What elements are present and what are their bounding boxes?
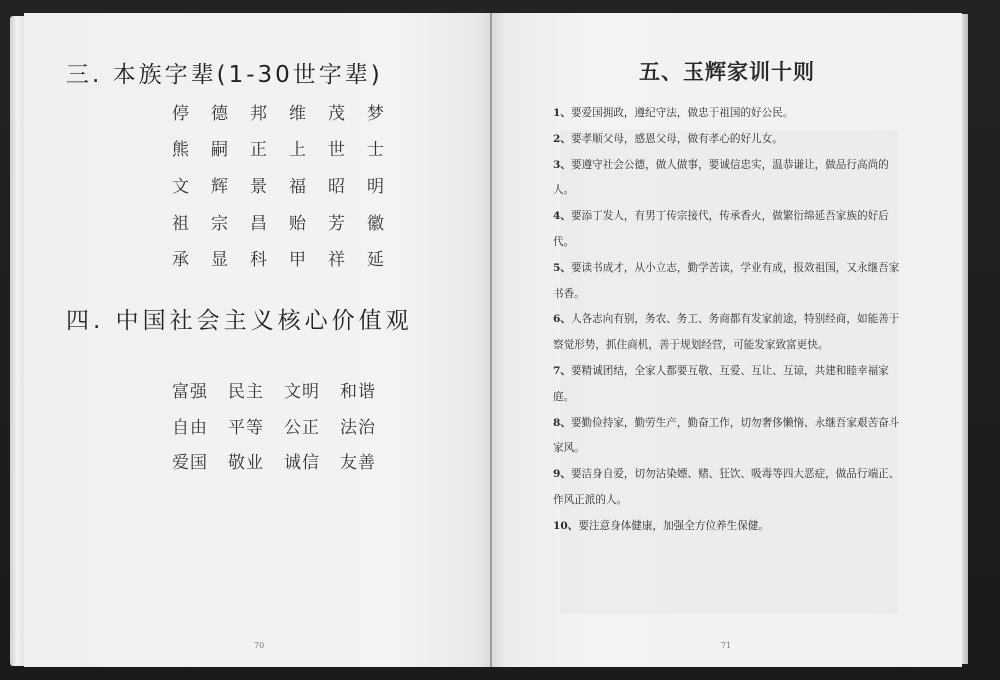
rule-text: 要遵守社会公德，做人做事，要诚信忠实，温恭谦让，做品行高尚的人。 (553, 158, 889, 197)
rule-text: 要洁身自爱，切勿沾染嫖、赌、狂饮、吸毒等四大恶症，做品行端正、作风正派的人。 (553, 468, 900, 506)
rule-number: 3、 (553, 158, 571, 171)
generation-char: 辉 (211, 176, 228, 197)
generation-char: 嗣 (211, 140, 228, 161)
generation-char: 科 (250, 250, 267, 271)
rule-text: 要读书成才，从小立志，勤学苦读，学业有成，报效祖国，又永继吾家书香。 (553, 261, 900, 300)
generation-row (172, 166, 406, 203)
generation-row (172, 130, 406, 167)
generation-char: 邦 (250, 103, 267, 124)
rule-item (553, 307, 903, 359)
generation-char: 昌 (250, 213, 267, 234)
core-value: 法治 (340, 417, 376, 438)
generation-char: 停 (172, 103, 189, 124)
rule-text: 人各志向有别，务农、务工、务商都有发家前途，特别经商，如能善于察觉形势，抓住商机，善于规划经营，可能发家致富更快。 (553, 313, 900, 352)
core-value: 爱国 (172, 453, 208, 474)
core-values-row (172, 408, 396, 444)
generation-char: 梦 (367, 103, 384, 124)
rule-item (553, 153, 903, 205)
core-value: 自由 (172, 417, 208, 438)
rule-item (553, 462, 903, 514)
rule-number: 7、 (553, 364, 571, 377)
core-value: 平等 (228, 417, 264, 438)
generation-char: 芳 (328, 213, 345, 234)
rule-text: 要孝顺父母，感恩父母，做有孝心的好儿女。 (570, 132, 783, 145)
rule-text: 要精诚团结，全家人都要互敬、互爱、互让、互谅，共建和睦幸福家庭。 (553, 364, 889, 403)
generation-char: 上 (289, 140, 306, 161)
generation-char: 福 (289, 176, 306, 197)
generation-row (172, 93, 406, 130)
generation-char: 延 (367, 250, 384, 271)
generation-char: 士 (367, 140, 384, 161)
core-value: 民主 (228, 382, 264, 403)
rule-item (553, 411, 903, 463)
page-number-left: 70 (254, 641, 265, 650)
rule-item (553, 514, 903, 540)
generation-char: 景 (250, 176, 267, 197)
core-value: 文明 (284, 382, 320, 403)
rule-number: 9、 (553, 468, 571, 481)
core-values-row (172, 443, 396, 479)
rule-item (553, 127, 903, 153)
generation-char: 甲 (289, 250, 306, 271)
rule-number: 4、 (553, 210, 571, 223)
generation-char: 昭 (328, 176, 345, 197)
generation-char: 德 (211, 103, 228, 124)
rule-number: 10、 (553, 519, 579, 532)
generation-char: 宗 (211, 213, 228, 234)
rule-text: 要注意身体健康，加强全方位养生保健。 (578, 519, 770, 532)
core-values-grid (172, 372, 396, 479)
generation-char: 明 (367, 176, 384, 197)
generation-char: 显 (211, 250, 228, 271)
family-rules-list (553, 101, 903, 540)
page-number-right: 71 (721, 641, 732, 650)
core-value: 敬业 (228, 453, 264, 474)
rule-item (553, 359, 903, 411)
rule-item (553, 101, 903, 127)
generation-char: 祖 (172, 213, 189, 234)
section3-title: 三. 本族字辈(1-30世字辈) (66, 62, 383, 88)
family-rules-title: 五、玉辉家训十则 (639, 59, 815, 84)
generation-char: 熊 (172, 140, 189, 161)
core-value: 公正 (284, 417, 320, 438)
generation-char: 世 (328, 140, 345, 161)
core-value: 和谐 (340, 382, 376, 403)
core-value: 诚信 (284, 453, 320, 474)
generation-char: 徽 (367, 213, 384, 234)
generation-char: 祥 (328, 250, 345, 271)
generation-char: 文 (172, 176, 189, 197)
rule-item (553, 256, 903, 308)
generation-row (172, 239, 406, 276)
core-value: 富强 (172, 382, 208, 403)
rule-text: 要添丁发人，有男丁传宗接代，传承香火，做繁衍绵延吾家族的好后代。 (553, 210, 889, 248)
generation-row (172, 203, 406, 240)
book-gutter (490, 13, 492, 667)
generation-names-grid (172, 93, 406, 276)
core-values-row (172, 372, 396, 408)
generation-char: 正 (250, 140, 267, 161)
generation-char: 茂 (328, 103, 345, 124)
core-value: 友善 (340, 453, 376, 474)
rule-item (553, 204, 903, 256)
rule-text: 要勤俭持家，勤劳生产，勤奋工作，切勿奢侈懒惰、永继吾家艰苦奋斗家风。 (553, 416, 900, 455)
generation-char: 承 (172, 250, 189, 271)
rule-number: 8、 (553, 416, 571, 429)
generation-char: 维 (289, 103, 306, 124)
rule-number: 5、 (553, 261, 571, 274)
rule-number: 1、 (553, 107, 571, 119)
rule-text: 要爱国拥政，遵纪守法，做忠于祖国的好公民。 (570, 107, 794, 119)
generation-char: 贻 (289, 213, 306, 234)
rule-number: 2、 (553, 132, 571, 145)
section4-title: 四. 中国社会主义核心价值观 (66, 308, 413, 334)
rule-number: 6、 (553, 313, 571, 326)
